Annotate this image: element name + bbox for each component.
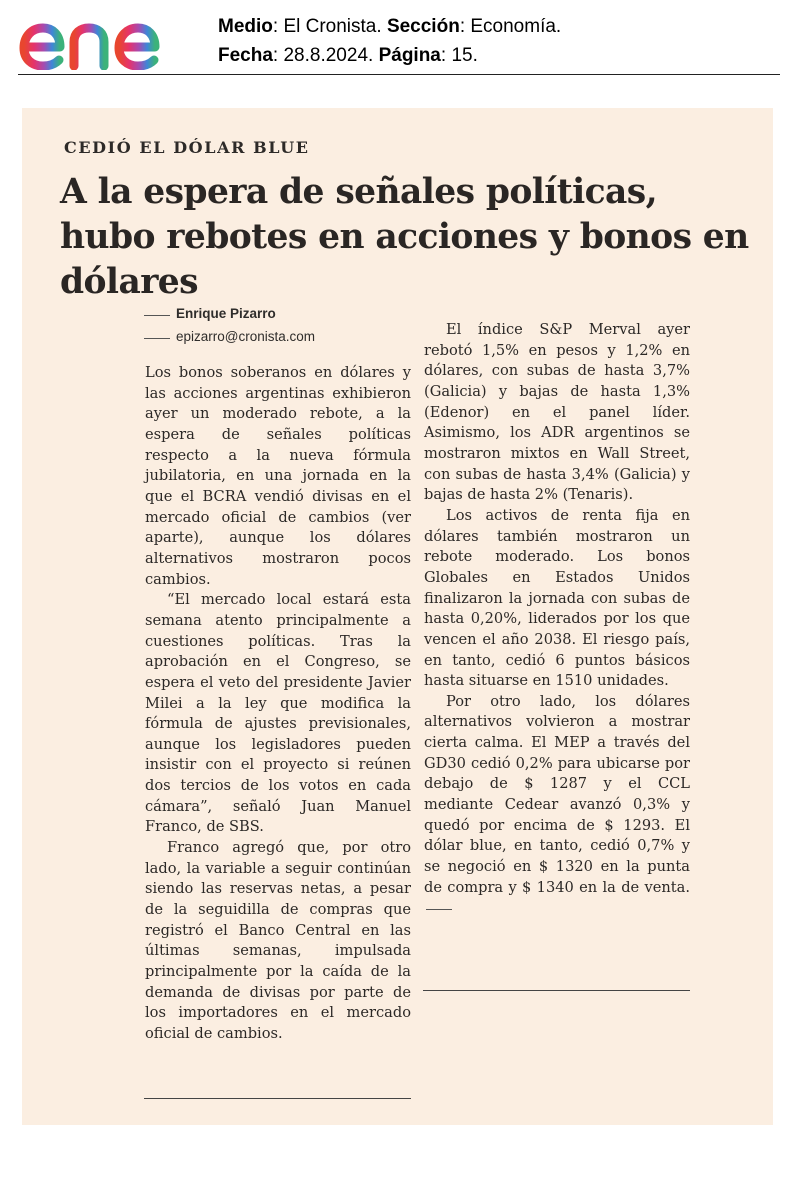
last-paragraph-text: Por otro lado, los dólares alternativos volvieron a mostrar cierta calma. El MEP a través del GD30 cedió 0,2% para ubicarse por debajo de $ 1287 y el CCL mediante Cedear avanzó 0,3% y quedó por encima de $ 1293. El dólar blue, en tanto, cedió 0,7% y se negoció en $ 1320 en la punta de compra y $ 1340 en la de venta. bbox=[424, 692, 690, 896]
column-end-rule bbox=[423, 990, 690, 991]
medio-value: El Cronista. bbox=[283, 16, 382, 37]
author-email: epizarro@cronista.com bbox=[176, 329, 316, 344]
article-column-left bbox=[145, 363, 411, 1045]
author-name: Enrique Pizarro bbox=[176, 306, 276, 321]
byline-dash bbox=[144, 338, 170, 339]
newspaper-clipping bbox=[22, 108, 773, 1125]
article-end-mark bbox=[426, 909, 452, 910]
fecha-label: Fecha bbox=[218, 45, 273, 66]
paragraph: “El mercado local estará esta semana atento principalmente a cuestiones políticas. Tras la aprobación en el Congreso, se espera el veto del presidente Javier Milei a la ley que modifica la fórmula de ajustes previsionales, aunque los legisladores pueden insistir con el proyecto si reúnen dos tercios de los votos en cada cámara”, señaló Juan Manuel Franco, de SBS. bbox=[145, 591, 411, 836]
document-metadata bbox=[218, 12, 561, 70]
column-end-rule bbox=[144, 1098, 411, 1099]
paragraph: El índice S&P Merval ayer rebotó 1,5% en pesos y 1,2% en dólares, con subas de hasta 3,7% (Galicia) y bajas de hasta 1,3% (Edenor) en el panel líder. Asimismo, los ADR argentinos se mostraron mixtos en Wall Street, con subas de hasta 3,4% (Galicia) y bajas de hasta 2% (Tenaris). bbox=[424, 321, 690, 504]
paragraph: Los activos de renta fija en dólares también mostraron un rebote moderado. Los bonos Globales en Estados Unidos finalizaron la jornada con subas de hasta 0,20%, liderados por los que vencen el año 2038. El riesgo país, en tanto, cedió 6 puntos básicos hasta situarse en 1510 unidades. bbox=[424, 506, 690, 690]
fecha-value: 28.8.2024. bbox=[283, 45, 374, 66]
document-header bbox=[0, 0, 800, 80]
enel-logo bbox=[18, 4, 190, 70]
article-column-right bbox=[424, 320, 690, 919]
seccion-value: Economía. bbox=[470, 16, 562, 37]
meta-line-1: Medio: El Cronista. Sección: Economía. bbox=[218, 16, 562, 37]
pagina-value: 15. bbox=[451, 45, 478, 66]
article-kicker: CEDIÓ EL DÓLAR BLUE bbox=[64, 138, 310, 157]
byline bbox=[144, 302, 315, 348]
byline-dash bbox=[144, 315, 170, 316]
seccion-label: Sección bbox=[386, 16, 460, 37]
pagina-label: Página bbox=[378, 45, 441, 66]
paragraph-last bbox=[424, 692, 690, 919]
meta-line-2: Fecha: 28.8.2024. Página: 15. bbox=[218, 45, 478, 66]
header-divider bbox=[18, 74, 780, 75]
medio-label: Medio bbox=[218, 16, 273, 37]
paragraph: Los bonos soberanos en dólares y las acciones argentinas exhibieron ayer un moderado rebote, a la espera de señales políticas respecto a la nueva fórmula jubilatoria, en una jornada en la que el BCRA vendió divisas en el mercado oficial de cambios (ver aparte), aunque los dólares alternativos mostraron pocos cambios. bbox=[145, 364, 411, 588]
paragraph: Franco agregó que, por otro lado, la variable a seguir continúan siendo las reservas netas, a pesar de la seguidilla de compras que registró el Banco Central en las últimas semanas, impulsada principalmente por la caída de la demanda de divisas por parte de los importadores en el mercado oficial de cambios. bbox=[145, 839, 411, 1042]
article-headline: A la espera de señales políticas, hubo rebotes en acciones y bonos en dólares bbox=[60, 172, 749, 302]
